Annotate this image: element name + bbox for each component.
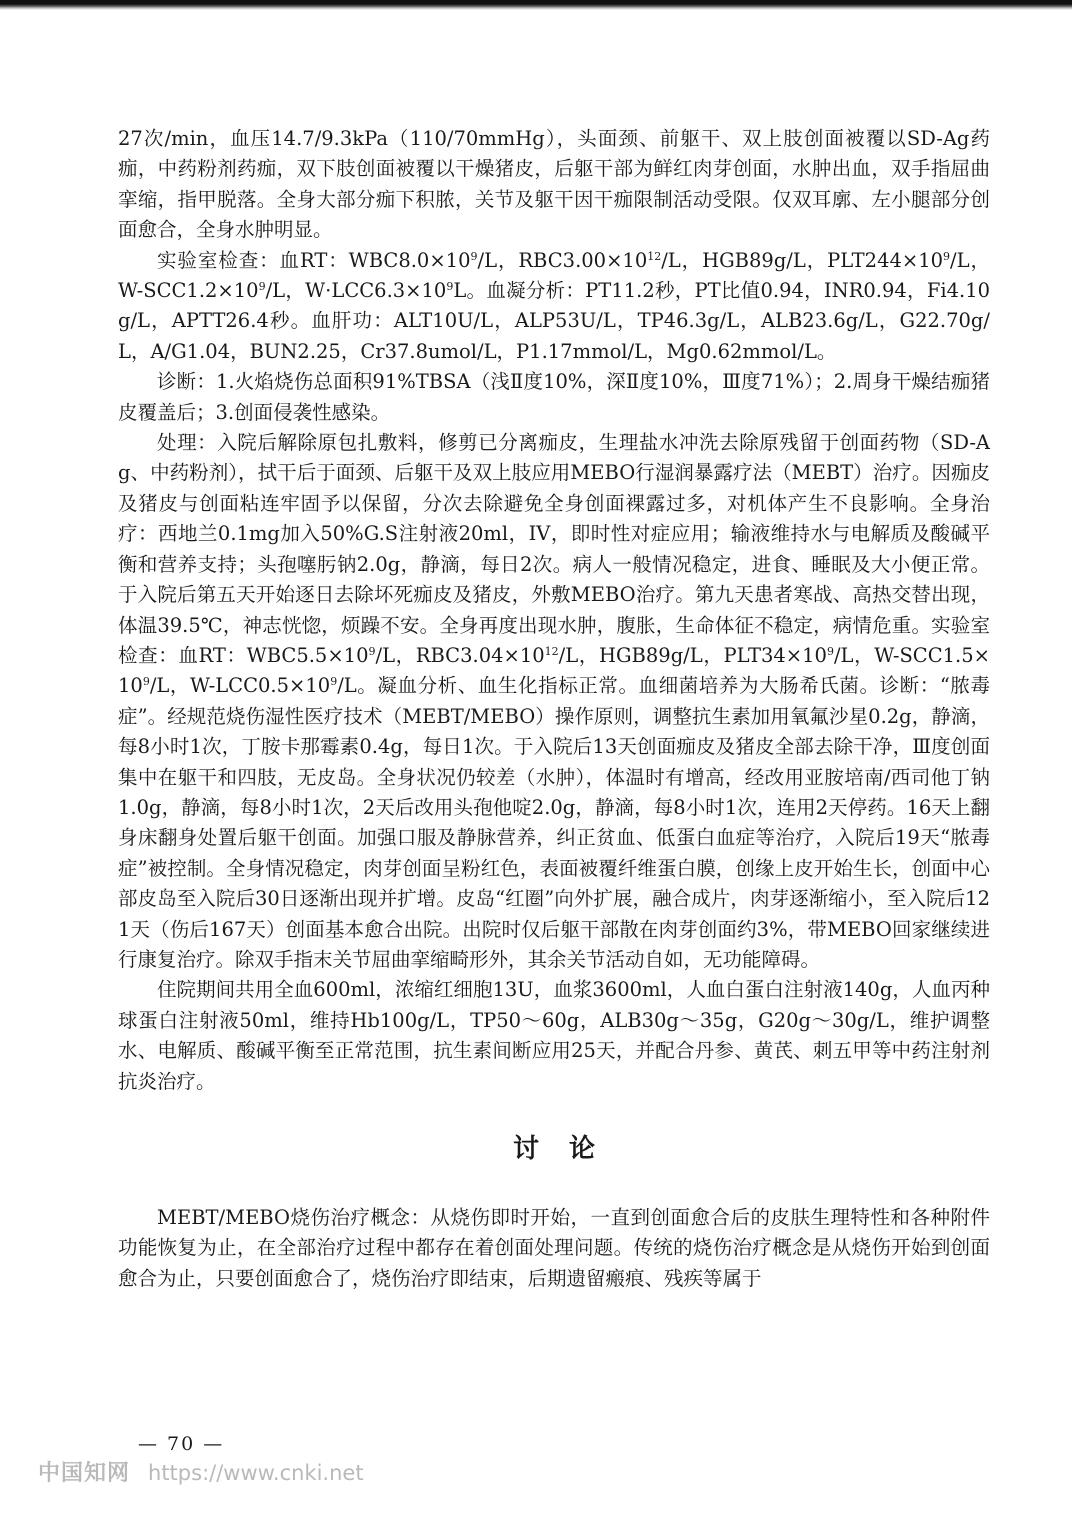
watermark-footer [38, 1456, 364, 1487]
cnki-url-text[interactable]: https://www.cnki.net [148, 1461, 364, 1485]
case-paragraph-transfusion: 住院期间共用全血600ml，浓缩红细胞13U，血浆3600ml，人血白蛋白注射液140g，人血丙种球蛋白注射液50ml，维持Hb100g/L，TP50～60g，ALB30g～35g，G20g～30g/L，维护调整水、电解质、酸碱平衡至正常范围，抗生素间断应用25天，并配合丹参、黄芪、刺五甲等中药注射剂抗炎治疗。 [118, 978, 990, 1093]
discussion-paragraph: MEBT/MEBO烧伤治疗概念：从烧伤即时开始，一直到创面愈合后的皮肤生理特性和各种附件功能恢复为止，在全部治疗过程中都存在着创面处理问题。传统的烧伤治疗概念是从烧伤开始到创面愈合为止，只要创面愈合了，烧伤治疗即结束，后期遗留瘢痕、残疾等属于 [118, 1206, 990, 1290]
article-body [118, 124, 990, 1294]
page-number: — 70 — [138, 1433, 225, 1455]
case-paragraph-treatment: 处理：入院后解除原包扎敷料，修剪已分离痂皮，生理盐水冲洗去除原残留于创面药物（SD-Ag、中药粉剂），拭干后于面颈、后躯干及双上肢应用MEBO行湿润暴露疗法（MEBT）治疗。因痂皮及猪皮与创面粘连牢固予以保留，分次去除避免全身创面裸露过多，对机体产生不良影响。全身治疗：西地兰0.1mg加入50%G.S注射液20ml，IV，即时性对症应用；输液维持水与电解质及酸碱平衡和营养支持；头孢噻肟钠2.0g，静滴，每日2次。病人一般情况稳定，进食、睡眠及大小便正常。于入院后第五天开始逐日去除坏死痂皮及猪皮，外敷MEBO治疗。第九天患者寒战、高热交替出现，体温39.5℃，神志恍惚，烦躁不安。全身再度出现水肿，腹胀，生命体征不稳定，病情危重。实验室检查：血RT：$WBC5.5\times 10^9/L$，$RBC3.04\times 10^{12}/L$，HGB89g/L，$PLT34\times 10^9/L$，$W-SCC1.5\times 10^9/L$，$W-LCC0.5\times 10^9/L$。凝血分析、血生化指标正常。血细菌培养为大肠希氏菌。诊断：“脓毒症”。经规范烧伤湿性医疗技术（MEBT/MEBO）操作原则，调整抗生素加用氧氟沙星0.2g，静滴，每8小时1次，丁胺卡那霉素0.4g，每日1次。于入院后13天创面痂皮及猪皮全部去除干净，Ⅲ度创面集中在躯干和四肢，无皮岛。全身状况仍较差（水肿），体温时有增高，经改用亚胺培南/西司他丁钠1.0g，静滴，每8小时1次，2天后改用头孢他啶2.0g，静滴，每8小时1次，连用2天停药。16天上翻身床翻身处置后躯干创面。加强口服及静脉营养，纠正贫血、低蛋白血症等治疗，入院后19天“脓毒症”被控制。全身情况稳定，肉芽创面呈粉红色，表面被覆纤维蛋白膜，创缘上皮开始生长，创面中心部皮岛至入院后30日逐渐出现并扩增。皮岛“红圈”向外扩展，融合成片，肉芽逐渐缩小，至入院后121天（伤后167天）创面基本愈合出院。出院时仅后躯干部散在肉芽创面约3%，带MEBO回家继续进行康复治疗。除双手指末关节屈曲挛缩畸形外，其余关节活动自如，无功能障碍。 [118, 431, 991, 971]
case-paragraph-vitals: 27次/min，血压14.7/9.3kPa（110/70mmHg），头面颈、前躯干、双上肢创面被覆以SD-Ag药痂，中药粉剂药痂，双下肢创面被覆以干燥猪皮，后躯干部为鲜红肉芽创面，水肿出血，双手指屈曲挛缩，指甲脱落。全身大部分痂下积脓，关节及躯干因干痂限制活动受限。仅双耳廓、左小腿部分创面愈合，全身水肿明显。 [118, 127, 990, 242]
case-paragraph-lab-exam: 实验室检查：血RT：$WBC8.0\times 10^9/L$，$RBC3.00\times 10^{12}/L$，HGB89g/L，$PLT244\times 10^9/L$，$W-SCC1.2\times 10^9/L$，$W\cdot LCC6.3\times 10^9L$。血凝分析：PT11.2秒，PT比值0.94，INR0.94，Fi4.10g/L，APTT26.4秒。血肝功：ALT10U/L，ALP53U/L，TP46.3g/L，ALB23.6g/L，G22.70g/L，A/G1.04，BUN2.25，Cr37.8umol/L，P1.17mmol/L，Mg0.62mmol/L。 [118, 248, 991, 363]
section-heading-discussion: 讨论 [512, 1134, 625, 1164]
cnki-logo-text: 中国知网 [38, 1461, 131, 1486]
top-border-line [0, 0, 1072, 10]
case-paragraph-diagnosis: 诊断：1.火焰烧伤总面积91%TBSA（浅Ⅱ度10%，深Ⅱ度10%，Ⅲ度71%）；2.周身干燥结痂猪皮覆盖后；3.创面侵袭性感染。 [118, 370, 990, 424]
